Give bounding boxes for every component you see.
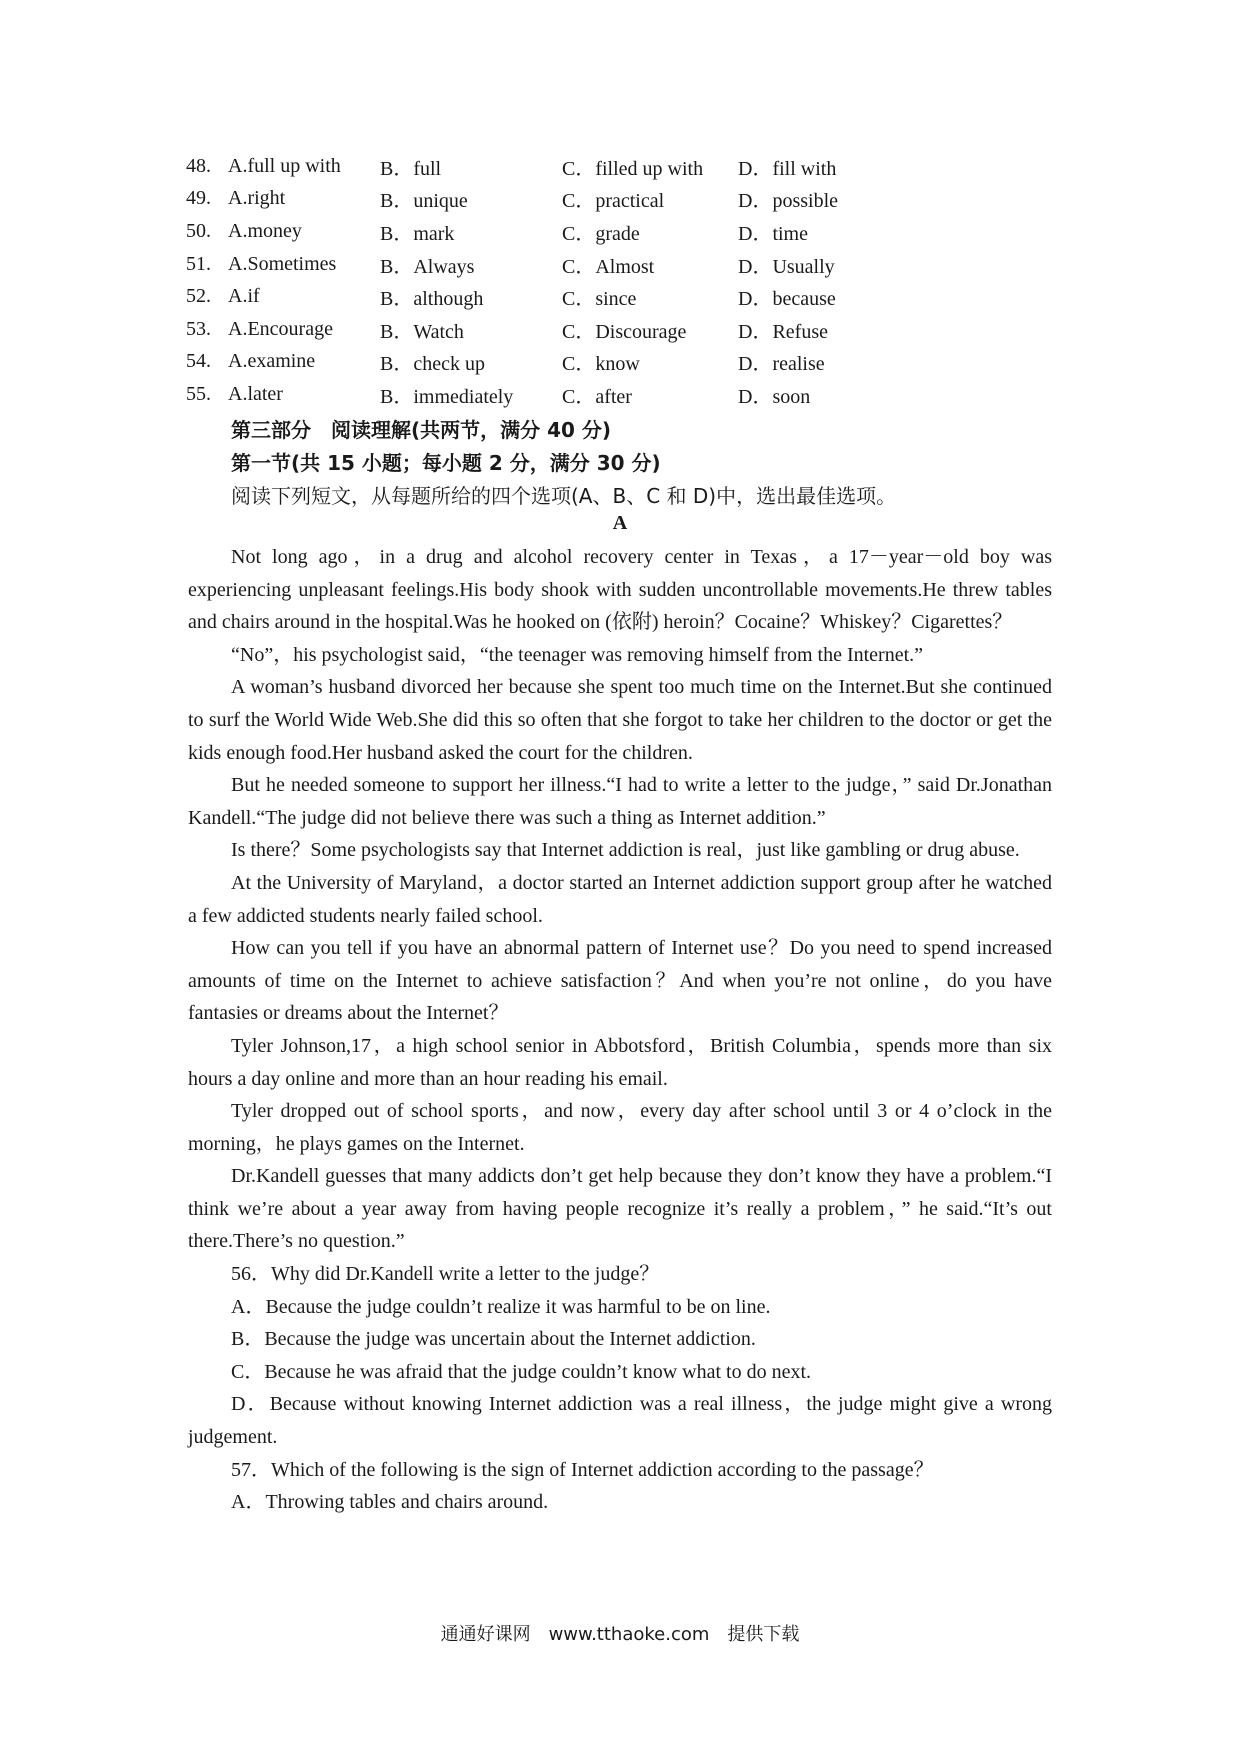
paragraph: Tyler Johnson,17，a high school senior in Abbotsford，British Columbia，spends more than six hours a day online and more than an hour reading his email. <box>188 1034 1052 1090</box>
option-d: D．Usually <box>738 255 835 278</box>
option-c: C．Almost <box>562 255 655 278</box>
question-number: 49. <box>186 187 211 210</box>
part-title: 第三部分 阅读理解(共两节，满分 40 分) <box>231 418 612 442</box>
option-d: D．realise <box>738 353 825 376</box>
option-row-48 <box>186 150 1086 183</box>
option-row-52 <box>186 280 1086 313</box>
option-c: C．Discourage <box>562 320 687 343</box>
question-number: 53. <box>186 317 211 340</box>
passage-body <box>188 541 1072 1519</box>
paragraph: But he needed someone to support her illness.“I had to write a letter to the judge，” said Dr.Jonathan Kandell.“The judge did not believe there was such a thing as Internet addition.” <box>188 774 1052 829</box>
question-57-option-a: A．Throwing tables and chairs around. <box>231 1491 549 1514</box>
option-b: B．Always <box>380 255 475 278</box>
option-row-51 <box>186 248 1086 281</box>
question-56-option-d: D．Because without knowing Internet addiction was a real illness，the judge might give a wrong judgement. <box>188 1393 1052 1449</box>
option-a: A.full up with <box>228 154 341 177</box>
option-d: D．soon <box>738 385 811 408</box>
subsection-title: 第一节(共 15 小题；每小题 2 分，满分 30 分) <box>231 451 661 475</box>
option-a: A.right <box>228 187 286 210</box>
question-number: 52. <box>186 285 211 308</box>
option-b: B．Watch <box>380 320 464 343</box>
option-c: C．know <box>562 353 640 376</box>
option-c: C．practical <box>562 190 665 213</box>
paragraph: At the University of Maryland，a doctor started an Internet addiction support group after he watched a few addicted students nearly failed school. <box>188 871 1072 927</box>
question-56-option-a: A．Because the judge couldn’t realize it was harmful to be on line. <box>231 1295 771 1318</box>
footer-source: 通通好课网 www.tthaoke.com 提供下载 <box>440 1624 800 1645</box>
paragraph: Dr.Kandell guesses that many addicts don’t get help because they don’t know they have a problem.“I think we’re about a year away from having people recognize it’s really a problem，” he said.“It’s out there.There’s no question.” <box>188 1165 1052 1253</box>
option-d: D．fill with <box>738 157 837 180</box>
paragraph: How can you tell if you have an abnormal pattern of Internet use？Do you need to spend increased amounts of time on the Internet to achieve satisfaction？And when you’re not online，do you have fantasies or dreams about the Internet？ <box>188 937 1052 1025</box>
option-row-50 <box>186 215 1086 248</box>
question-number: 55. <box>186 382 211 405</box>
option-c: C．grade <box>562 222 640 245</box>
answer-options-table <box>186 150 1086 411</box>
option-b: B．immediately <box>380 385 514 408</box>
option-d: D．possible <box>738 190 838 213</box>
paragraph: Tyler dropped out of school sports，and now，every day after school until 3 or 4 o’clock in the morning，he plays games on the Internet. <box>188 1100 1052 1155</box>
option-c: C．after <box>562 385 632 408</box>
option-b: B．check up <box>380 353 485 376</box>
option-c: C．filled up with <box>562 157 704 180</box>
option-row-54 <box>186 346 1086 379</box>
option-b: B．although <box>380 288 484 311</box>
option-b: B．full <box>380 157 442 180</box>
option-row-55 <box>186 378 1086 411</box>
question-56-option-c: C．Because he was afraid that the judge couldn’t know what to do next. <box>231 1360 812 1383</box>
option-a: A.later <box>228 382 283 405</box>
paragraph: Is there？Some psychologists say that Internet addiction is real，just like gambling or drug abuse. <box>231 839 1020 862</box>
option-a: A.examine <box>228 350 316 373</box>
paragraph: “No”，his psychologist said，“the teenager was removing himself from the Internet.” <box>231 643 924 666</box>
paragraph: Not long ago，in a drug and alcohol recovery center in Texas，a 17－year－old boy was experiencing unpleasant feelings.His body shook with sudden uncontrollable movements.He threw tables and chairs around in the hospital.Was he hooked on (依附) heroin？Cocaine？Whiskey？Cigarettes？ <box>188 546 1052 634</box>
option-d: D．Refuse <box>738 320 828 343</box>
option-a: A.money <box>228 219 302 242</box>
question-stem-57: 57．Which of the following is the sign of Internet addiction according to the passage？ <box>231 1458 934 1481</box>
option-d: D．because <box>738 288 836 311</box>
option-a: A.if <box>228 285 260 308</box>
option-b: B．unique <box>380 190 468 213</box>
option-a: A.Encourage <box>228 317 333 340</box>
paragraph: A woman’s husband divorced her because she spent too much time on the Internet.But she continued to surf the World Wide Web.She did this so often that she forgot to take her children to the doctor or get the kids enough food.Her husband asked the court for the children. <box>188 676 1052 764</box>
question-56-option-b: B．Because the judge was uncertain about the Internet addiction. <box>231 1328 756 1351</box>
option-row-49 <box>186 183 1086 216</box>
question-number: 51. <box>186 252 211 275</box>
question-number: 50. <box>186 219 211 242</box>
question-stem-56: 56．Why did Dr.Kandell write a letter to the judge？ <box>231 1263 660 1286</box>
question-number: 48. <box>186 154 211 177</box>
instruction-text: 阅读下列短文，从每题所给的四个选项(A、B、C 和 D)中，选出最佳选项。 <box>231 484 897 508</box>
option-a: A.Sometimes <box>228 252 337 275</box>
option-c: C．since <box>562 288 637 311</box>
passage-title: A <box>612 512 628 534</box>
question-number: 54. <box>186 350 211 373</box>
option-row-53 <box>186 313 1086 346</box>
option-b: B．mark <box>380 222 455 245</box>
option-d: D．time <box>738 222 808 245</box>
